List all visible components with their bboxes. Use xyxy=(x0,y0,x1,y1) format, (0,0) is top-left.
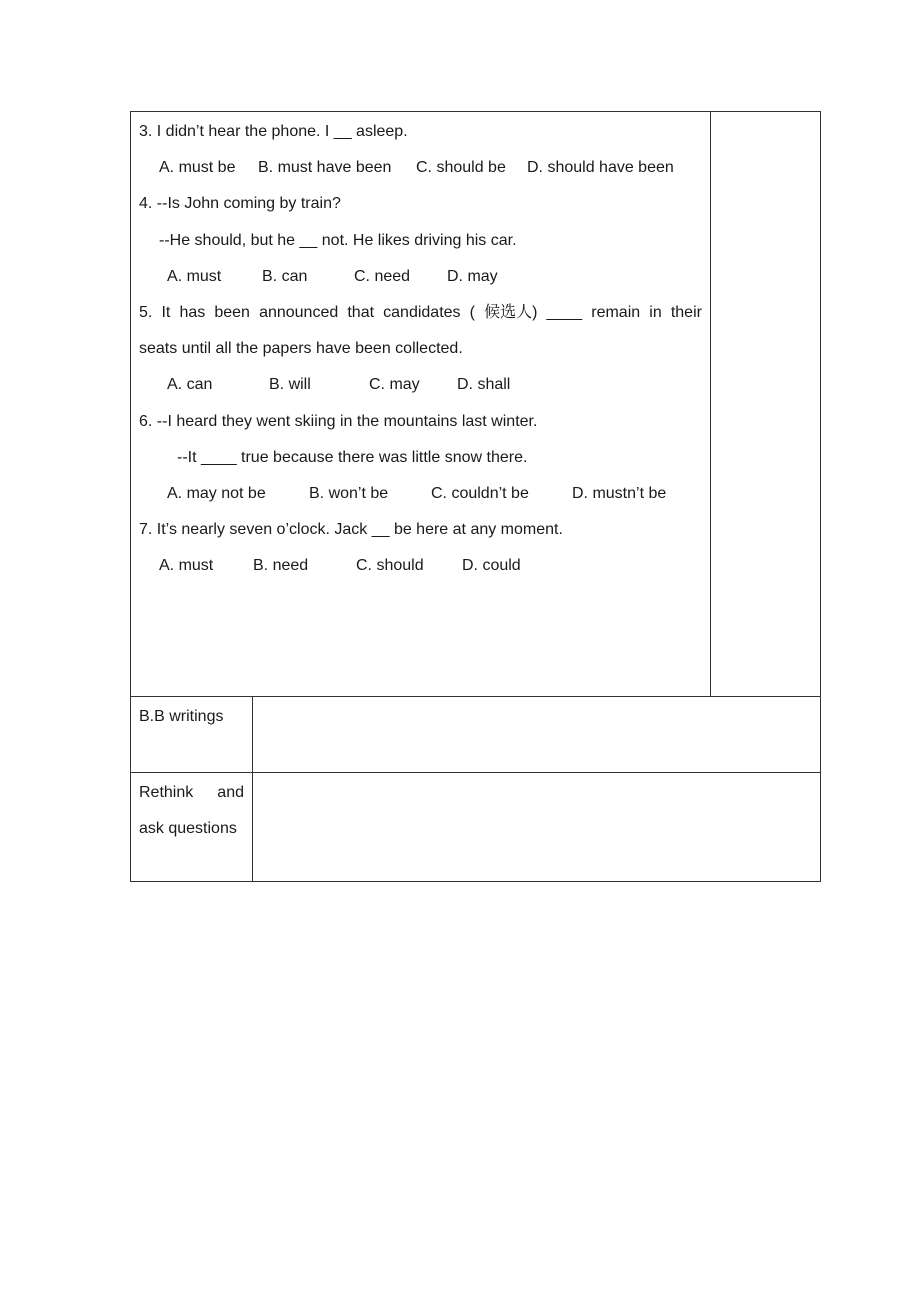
rethink-label-line1 xyxy=(139,775,244,811)
option: A. can xyxy=(167,376,213,394)
word: candidates xyxy=(383,303,461,321)
question-4-stem: 4. --Is John coming by train? xyxy=(139,195,341,213)
question-4-options xyxy=(139,259,702,295)
option: C. should xyxy=(356,557,424,575)
word: 5. xyxy=(139,303,153,321)
word: 候选人) xyxy=(484,303,538,321)
option: D. should have been xyxy=(527,159,674,177)
worksheet-table xyxy=(130,111,821,882)
option: C. need xyxy=(354,267,411,285)
option: C. may xyxy=(369,376,420,394)
word: has xyxy=(179,303,206,321)
notes-cell xyxy=(711,112,821,697)
word: their xyxy=(670,303,702,321)
word: It xyxy=(161,303,171,321)
question-7-options xyxy=(139,548,702,584)
option: A. must xyxy=(159,557,214,575)
option: A. must be xyxy=(159,159,236,177)
option: B. must have been xyxy=(258,159,392,177)
option: A. may not be xyxy=(167,484,266,502)
option: C. should be xyxy=(416,159,506,177)
word: ( xyxy=(469,303,475,321)
word: and xyxy=(217,784,244,801)
exercise-cell xyxy=(131,112,711,697)
word: Rethink xyxy=(139,784,194,801)
rethink-label-line2: ask questions xyxy=(139,820,237,837)
question-6-options xyxy=(139,476,702,512)
question-4-reply: --He should, but he __ not. He likes driving his car. xyxy=(159,231,517,249)
bb-writings-row xyxy=(131,697,821,773)
option: B. will xyxy=(269,376,311,394)
option: D. shall xyxy=(457,376,511,394)
exercise-row xyxy=(131,112,821,697)
rethink-label xyxy=(131,773,253,882)
word: that xyxy=(347,303,375,321)
option: A. must xyxy=(167,267,222,285)
question-3-options xyxy=(139,150,702,186)
option: D. could xyxy=(462,557,521,575)
option: C. couldn’t be xyxy=(431,484,529,502)
option: D. mustn’t be xyxy=(572,484,667,502)
bb-writings-content xyxy=(253,697,821,773)
question-5-options xyxy=(139,367,702,403)
word: announced xyxy=(259,303,339,321)
question-5-stem-line2: seats until all the papers have been collected. xyxy=(139,340,463,358)
question-7-stem: 7. It’s nearly seven o’clock. Jack __ be here at any moment. xyxy=(139,521,563,539)
word: been xyxy=(214,303,250,321)
word: in xyxy=(649,303,662,321)
option: B. can xyxy=(262,267,308,285)
question-5-stem-line1 xyxy=(139,295,702,331)
question-6-stem: 6. --I heard they went skiing in the mountains last winter. xyxy=(139,412,538,430)
option: B. won’t be xyxy=(309,484,389,502)
option: D. may xyxy=(447,267,498,285)
word: ____ xyxy=(546,303,583,321)
rethink-row xyxy=(131,773,821,882)
bb-writings-label: B.B writings xyxy=(131,697,253,773)
option: B. need xyxy=(253,557,309,575)
word: remain xyxy=(591,303,641,321)
question-3-stem: 3. I didn’t hear the phone. I __ asleep. xyxy=(139,123,408,140)
question-6-reply: --It ____ true because there was little snow there. xyxy=(177,448,528,466)
rethink-content xyxy=(253,773,821,882)
